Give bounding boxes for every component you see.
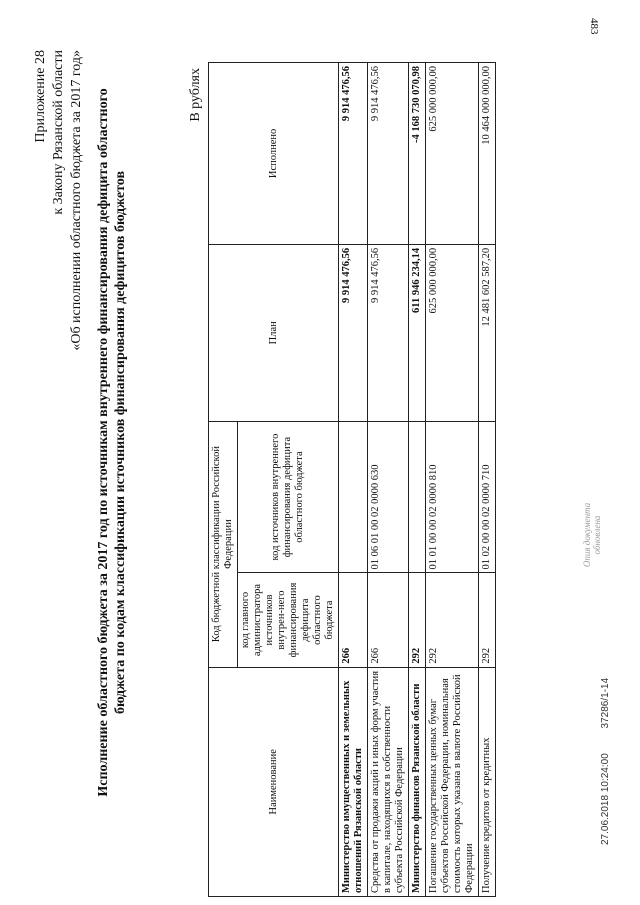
page-number: 483 <box>588 18 600 35</box>
header-source-code: код источников внутреннего финансирования дефицита областного бюджета <box>238 421 339 573</box>
document-title-line-2: бюджета по кодам классификации источников финансирования дефицитов бюджетов <box>113 170 128 715</box>
header-name: Наименование <box>209 667 339 896</box>
header-admin-code: код главного администратора источников внутрен-него финансирования дефицита областного бюджета <box>238 573 339 667</box>
budget-table <box>208 62 496 897</box>
row-done: -4 168 730 070,98 <box>409 63 426 245</box>
row-plan: 12 481 602 587,20 <box>479 244 496 421</box>
row-plan: 9 914 476,56 <box>339 244 368 421</box>
row-source-code <box>409 421 426 573</box>
row-done: 10 464 000 000,00 <box>479 63 496 245</box>
footer-doc-id: 37286/1-14 <box>600 677 611 729</box>
row-admin-code: 292 <box>409 573 426 667</box>
document-title-line-1: Исполнение областного бюджета за 2017 год по источникам внутреннего финансирования дефицита областного <box>96 88 111 797</box>
row-name: Министерство имущественных и земельных отношений Рязанской области <box>339 667 368 896</box>
copy-stamp <box>582 480 602 590</box>
row-plan: 9 914 476,56 <box>368 244 409 421</box>
row-name: Получение кредитов от кредитных <box>479 667 496 896</box>
appendix-number: Приложение 28 <box>33 50 48 143</box>
row-admin-code: 292 <box>426 573 479 667</box>
row-source-code: 01 01 00 00 02 0000 810 <box>426 421 479 573</box>
row-name: Погашение государственных ценных бумаг субъектов Российской Федерации, номинальная стоимость которых указана в валюте Российской Федерации <box>426 667 479 896</box>
row-name: Средства от продажи акций и иных форм участия в капитале, находящихся в собственности субъекта Российской Федерации <box>368 667 409 896</box>
appendix-block <box>32 50 86 351</box>
header-plan: План <box>209 244 339 421</box>
table-row <box>368 63 409 897</box>
table-row <box>409 63 426 897</box>
row-done: 625 000 000,00 <box>426 63 479 245</box>
row-admin-code: 266 <box>339 573 368 667</box>
row-source-code: 01 02 00 00 02 0000 710 <box>479 421 496 573</box>
row-name: Министерство финансов Рязанской области <box>409 667 426 896</box>
stamp-line-2: обновлена <box>592 515 602 555</box>
table-row <box>339 63 368 897</box>
document-title <box>95 40 129 845</box>
table-row <box>479 63 496 897</box>
header-done: Исполнено <box>209 63 339 245</box>
footer <box>600 656 611 845</box>
stamp-line-1: Опия документа <box>582 502 592 568</box>
units-label: В рублях <box>188 68 203 122</box>
row-plan: 611 946 234,14 <box>409 244 426 421</box>
row-done: 9 914 476,56 <box>368 63 409 245</box>
row-admin-code: 292 <box>479 573 496 667</box>
row-done: 9 914 476,56 <box>339 63 368 245</box>
footer-datetime: 27.06.2018 10:24:00 <box>600 753 611 845</box>
header-bk-code: Код бюджетной классификации Российской Федерации <box>209 421 238 667</box>
appendix-law-title: «Об исполнении областного бюджета за 2017 год» <box>69 50 84 351</box>
row-admin-code: 266 <box>368 573 409 667</box>
row-source-code: 01 06 01 00 02 0000 630 <box>368 421 409 573</box>
table-row <box>426 63 479 897</box>
row-plan: 625 000 000,00 <box>426 244 479 421</box>
appendix-law: к Закону Рязанской области <box>51 50 66 215</box>
row-source-code <box>339 421 368 573</box>
